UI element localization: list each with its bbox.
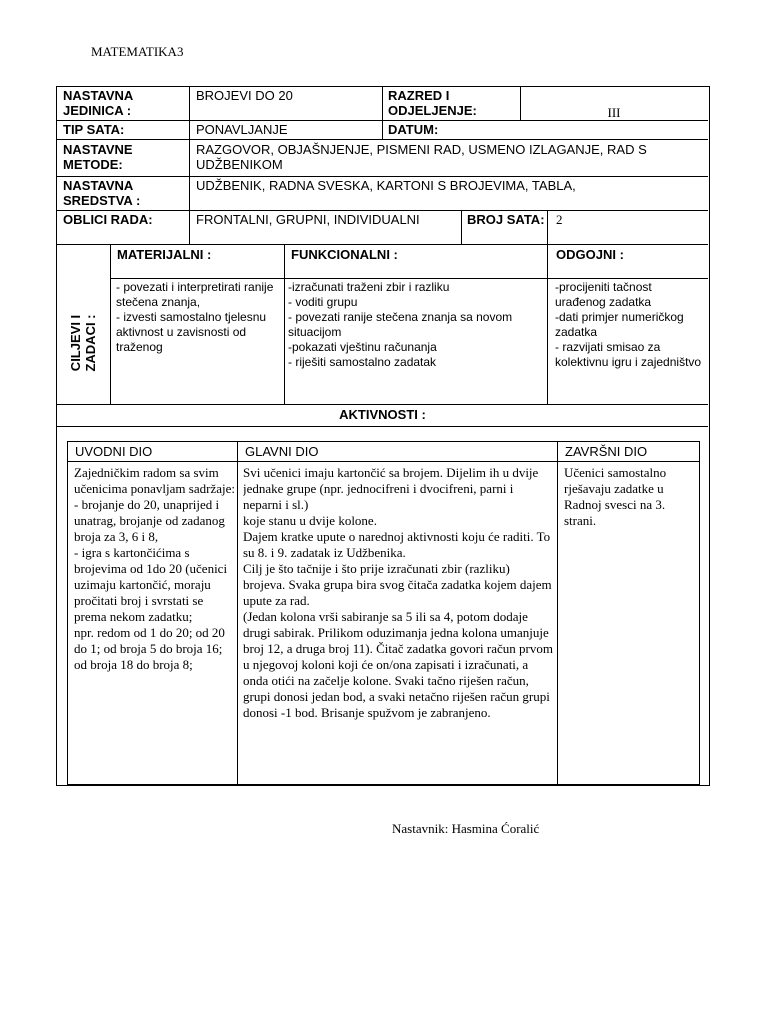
doc-title: MATEMATIKA3 xyxy=(91,44,184,59)
list-item: -izračunati traženi zbir i razliku xyxy=(288,280,450,294)
tip-sata-label: TIP SATA: xyxy=(63,122,125,137)
teacher-signature: Nastavnik: Hasmina Ćoralić xyxy=(392,821,540,836)
sredstva-label: NASTAVNA SREDSTVA : xyxy=(63,178,141,208)
tip-sata-value: PONAVLJANJE xyxy=(196,122,288,137)
list-item: -procijeniti tačnost urađenog zadatka xyxy=(555,280,652,309)
metode-label: NASTAVNE METODE: xyxy=(63,142,133,172)
broj-sata-value: 2 xyxy=(556,212,563,227)
odgojni-header: ODGOJNI : xyxy=(556,247,624,262)
list-item: - voditi grupu xyxy=(288,295,358,309)
datum-label: DATUM: xyxy=(388,122,439,137)
list-item: -pokazati vještinu računanja xyxy=(288,340,437,354)
metode-value: RAZGOVOR, OBJAŠNJENJE, PISMENI RAD, USMENO IZLAGANJE, RAD S UDŽBENIKOM xyxy=(196,142,647,172)
glavni-header: GLAVNI DIO xyxy=(245,444,319,459)
funkcionalni-list xyxy=(288,280,544,370)
nastavna-jedinica-label: NASTAVNA JEDINICA : xyxy=(63,88,133,118)
uvodni-header: UVODNI DIO xyxy=(75,444,153,459)
list-item: - razvijati smisao za kolektivnu igru i zajedništvo xyxy=(555,340,702,369)
nastavna-jedinica-value: BROJEVI DO 20 xyxy=(196,88,293,103)
uvodni-text: Zajedničkim radom sa svim učenicima ponavljam sadržaje: - brojanje do 20, unaprijed i unatrag, brojanje od zadanog broja za 3, 6 i 8, - igra s kartončićima s brojevima od 1do 20 (učenici uzimaju kartončić, moraju pročitati broj i svrstati se prema nekom zadatku; npr. redom od 1 do 20; od 20 do 1; od broja 5 do broja 16; od broja 18 do broja 8; xyxy=(74,465,235,672)
aktivnosti-header: AKTIVNOSTI : xyxy=(339,407,426,422)
glavni-text: Svi učenici imaju kartončić sa brojem. Dijelim ih u dvije jednake grupe (npr. jednocifreni i dvocifreni, parni i neparni i sl.) koje stanu u dvije kolone. Dajem kratke upute o narednoj aktivnosti koju će raditi. To su 8. i 9. zadatak iz Udžbenika. Cilj je što tačnije i što prije izračunati zbir (razliku) brojeva. Svaka grupa bira svog čitača zadatka kojem dajem upute za rad. (Jedan kolona vrši sabiranje sa 5 ili sa 4, potom dodaje drugi sabirak. Prilikom oduzimanja jedna kolona umanjuje broj 12, a druga broj 11). Čitač zadatka govori račun prvom u njegovoj koloni koji će on/ona zapisati i izračunati, a onda otići na začelje kolone. Svaki tačno riješen račun, grupi donosi jedan bod, a svaki netačno riješen račun grupi donosi -1 bod. Brisanje spužvom je zabranjeno. xyxy=(243,465,553,720)
ciljevi-label: CILJEVI I ZADACI : xyxy=(68,314,98,372)
materijalni-header: MATERIJALNI : xyxy=(117,247,212,262)
razred-label: RAZRED I ODJELJENJE: xyxy=(388,88,477,118)
zavrsni-header: ZAVRŠNI DIO xyxy=(565,444,648,459)
list-item: - riješiti samostalno zadatak xyxy=(288,355,437,369)
funkcionalni-header: FUNKCIONALNI : xyxy=(291,247,398,262)
list-item: - povezati ranije stečena znanja sa novom situacijom xyxy=(288,310,513,339)
list-item: - izvesti samostalno tjelesnu aktivnost u zavisnosti od traženog xyxy=(116,310,267,354)
broj-sata-label: BROJ SATA: xyxy=(467,212,545,227)
oblici-label: OBLICI RADA: xyxy=(63,212,153,227)
list-item: -dati primjer numeričkog zadatka xyxy=(555,310,684,339)
list-item: - povezati i interpretirati ranije stečena znanja, xyxy=(116,280,274,309)
oblici-value: FRONTALNI, GRUPNI, INDIVIDUALNI xyxy=(196,212,420,227)
zavrsni-text: Učenici samostalno rješavaju zadatke u Radnoj svesci na 3. strani. xyxy=(564,465,667,528)
sredstva-value: UDŽBENIK, RADNA SVESKA, KARTONI S BROJEVIMA, TABLA, xyxy=(196,178,576,193)
materijalni-list xyxy=(116,280,278,355)
razred-value: III xyxy=(607,105,621,120)
odgojni-list xyxy=(555,280,705,370)
